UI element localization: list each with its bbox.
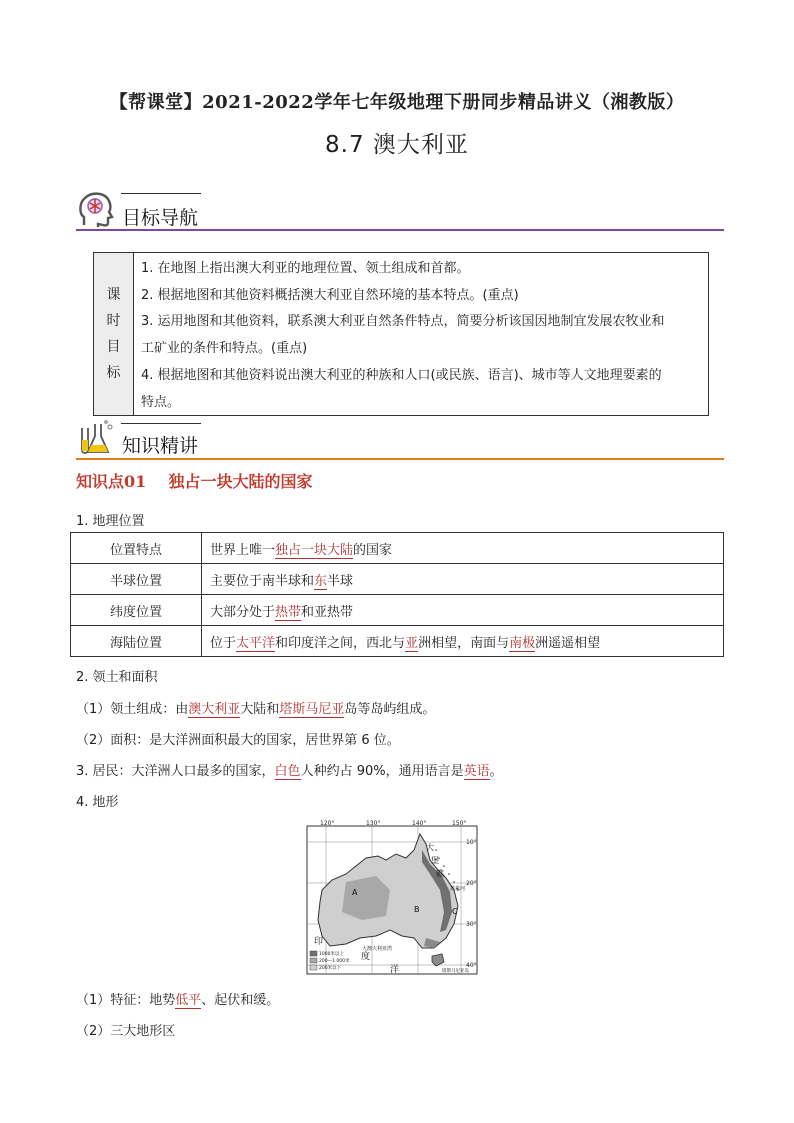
goals-side-char: 目 [106, 339, 121, 355]
reef-label: 大 [426, 843, 434, 852]
lon-label: 150° [452, 820, 467, 827]
region-label-b: B [414, 905, 420, 914]
answer-highlight: 东 [314, 573, 328, 589]
row-value: 世界上唯一独占一块大陆的国家 [202, 533, 724, 564]
location-table [70, 532, 724, 657]
row-key: 海陆位置 [71, 626, 202, 657]
residents-line: 3. 居民：大洋洲人口最多的国家，白色人种约占 90%，通用语言是英语。 [76, 764, 503, 779]
answer-highlight: 低平 [175, 993, 202, 1008]
ocean-label: 度 [361, 952, 371, 962]
region-label-c: C [452, 907, 458, 916]
lesson-title: 8.7 澳大利亚 [325, 132, 469, 158]
lab-flask-icon [76, 418, 116, 458]
table-row [71, 626, 724, 657]
section-rule-purple [76, 229, 724, 231]
terrain-heading: 4. 地形 [76, 795, 119, 810]
territory-heading: 2. 领土和面积 [76, 670, 158, 685]
answer-highlight: 独占一块大陆 [275, 542, 354, 558]
goal-line: 2. 根据地图和其他资料概括澳大利亚自然环境的基本特点。(重点) [141, 288, 519, 303]
answer-highlight: 热带 [275, 604, 302, 620]
goals-side-label [94, 253, 134, 415]
goal-line: 工矿业的条件和特点。(重点) [141, 341, 308, 356]
reef-label: 礁 [436, 869, 444, 878]
legend-label: 200米以下 [319, 966, 342, 971]
bight-label: 大澳大利亚湾 [362, 946, 393, 952]
answer-highlight: 英语 [463, 764, 490, 779]
section-overline [121, 193, 201, 194]
answer-highlight: 澳大利亚 [188, 702, 241, 717]
ocean-label: 印 [314, 937, 324, 947]
answer-highlight: 白色 [274, 764, 301, 779]
answer-highlight: 塔斯马尼亚 [279, 702, 345, 717]
row-key: 纬度位置 [71, 595, 202, 626]
ocean-label: 洋 [390, 965, 400, 975]
row-value: 位于太平洋和印度洋之间，西北与亚洲相望，南面与南极洲遥遥相望 [202, 626, 724, 657]
lon-label: 120° [320, 820, 335, 827]
row-key: 位置特点 [71, 533, 202, 564]
reef-label: 堡 [431, 856, 439, 865]
legend-label: 200—1 000米 [319, 959, 350, 964]
brain-head-icon [76, 189, 116, 229]
answer-highlight: 亚 [405, 635, 419, 651]
lat-label: 30° [466, 921, 477, 928]
legend-label: 1000米以上 [319, 952, 344, 957]
goal-line: 特点。 [141, 395, 181, 410]
terrain-regions-line: （2）三大地形区 [76, 1024, 176, 1039]
table-row [71, 564, 724, 595]
section-title-goals: 目标导航 [122, 207, 199, 229]
location-heading: 1. 地理位置 [76, 514, 145, 529]
answer-highlight: 太平洋 [236, 635, 276, 651]
answer-highlight: 南极 [509, 635, 536, 651]
lat-label: 20° [466, 880, 477, 887]
goals-side-char: 时 [106, 313, 121, 329]
goals-side-char: 标 [106, 365, 121, 381]
area-line: （2）面积：是大洋洲面积最大的国家，居世界第 6 位。 [76, 733, 400, 748]
goal-line: 3. 运用地图和其他资料，联系澳大利亚自然条件特点，简要分析该国因地制宜发展农牧业和 [141, 314, 665, 329]
lon-label: 140° [412, 820, 427, 827]
document-title: 【帮课堂】2021-2022学年七年级地理下册同步精品讲义（湘教版） [109, 92, 685, 113]
territory-line: （1）领土组成：由澳大利亚大陆和塔斯马尼亚岛等岛屿组成。 [76, 702, 436, 717]
knowledge-point-title: 知识点01 独占一块大陆的国家 [76, 472, 313, 491]
goal-line: 1. 在地图上指出澳大利亚的地理位置、领土组成和首都。 [141, 261, 470, 276]
goal-line: 4. 根据地图和其他资料说出澳大利亚的种族和人口(或民族、语言)、城市等人文地理要素的 [141, 368, 662, 383]
river-label: 墨累河 [450, 886, 466, 892]
table-row [71, 533, 724, 564]
goals-side-char: 课 [106, 287, 121, 303]
lon-label: 130° [366, 820, 381, 827]
lat-label: 10° [466, 839, 477, 846]
row-value: 大部分处于热带和亚热带 [202, 595, 724, 626]
australia-terrain-map [306, 820, 480, 976]
row-value: 主要位于南半球和东半球 [202, 564, 724, 595]
section-rule-orange [76, 458, 724, 460]
row-key: 半球位置 [71, 564, 202, 595]
table-row [71, 595, 724, 626]
island-label: 塔斯马尼亚岛 [442, 969, 469, 974]
section-title-knowledge: 知识精讲 [122, 435, 199, 457]
section-overline [121, 423, 201, 424]
goals-table [93, 252, 709, 416]
region-label-a: A [352, 888, 358, 897]
lat-label: 40° [466, 962, 477, 969]
terrain-feature-line: （1）特征：地势低平、起伏和缓。 [76, 993, 280, 1008]
